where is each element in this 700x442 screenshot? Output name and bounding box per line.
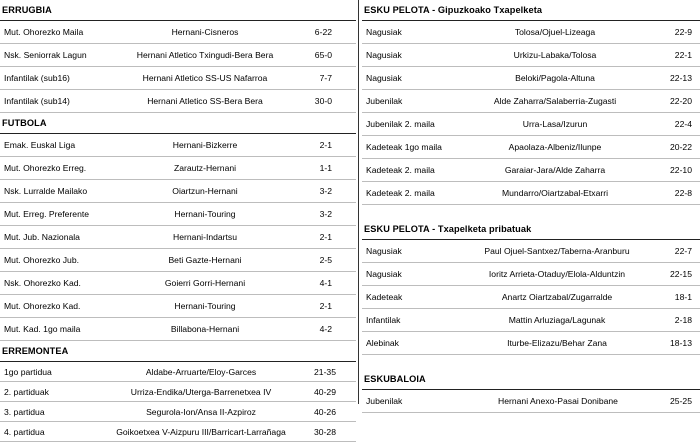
- category-label: Infantilak: [366, 315, 401, 325]
- match-score: 21-35: [314, 367, 336, 377]
- match-teams: Hernani Anexo-Pasai Donibane: [498, 396, 618, 406]
- section-erremontea: [0, 341, 356, 442]
- result-row: [362, 159, 700, 182]
- match-teams: Goierri Gorri-Hernani: [164, 278, 246, 288]
- result-row: [362, 182, 700, 205]
- result-row: [0, 67, 356, 90]
- match-teams: Iturbe-Elizazu/Behar Zana: [507, 338, 607, 348]
- category-label: Mut. Ohorezko Erreg.: [4, 163, 87, 173]
- category-label: Nagusiak: [366, 50, 402, 60]
- match-score: 2-1: [319, 232, 332, 242]
- match-score: 22-13: [670, 73, 692, 83]
- result-row: [362, 390, 700, 413]
- match-teams: Oiartzun-Hernani: [172, 186, 238, 196]
- result-row: [362, 309, 700, 332]
- category-label: Nagusiak: [366, 27, 402, 37]
- result-row: [0, 157, 356, 180]
- match-teams: Garaiar-Jara/Alde Zaharra: [504, 165, 606, 175]
- match-teams: Tolosa/Ojuel-Lizeaga: [514, 27, 596, 37]
- match-score: 22-15: [670, 269, 692, 279]
- match-score: 4-2: [319, 324, 332, 334]
- category-label: Jubenilak 2. maila: [366, 119, 435, 129]
- match-score: 18-1: [674, 292, 692, 302]
- match-score: 3-2: [319, 209, 332, 219]
- match-teams: Hernani-Cisneros: [171, 27, 239, 37]
- match-teams: Goikoetxea V-Aizpuru III/Barricart-Larrañaga: [116, 427, 286, 437]
- result-row: [0, 21, 356, 44]
- match-score: 25-25: [670, 396, 692, 406]
- match-teams: Mattin Arluziaga/Lagunak: [508, 315, 606, 325]
- result-row: [362, 286, 700, 309]
- category-label: Infantilak (sub16): [4, 73, 70, 83]
- category-label: Mut. Ohorezko Kad.: [4, 301, 81, 311]
- match-teams: Anartz Oiartzabal/Zugarralde: [501, 292, 613, 302]
- match-score: 40-26: [314, 407, 336, 417]
- match-score: 6-22: [314, 27, 332, 37]
- category-label: Nsk. Seniorrak Lagun: [4, 50, 87, 60]
- result-row: [362, 263, 700, 286]
- match-score: 3-2: [319, 186, 332, 196]
- category-label: Kadeteak: [366, 292, 403, 302]
- match-score: 22-20: [670, 96, 692, 106]
- match-teams: Hernani-Bizkerre: [172, 140, 238, 150]
- row-divider: [362, 204, 700, 205]
- category-label: Nagusiak: [366, 269, 402, 279]
- category-label: Kadeteak 1go maila: [366, 142, 442, 152]
- result-row: [0, 134, 356, 157]
- match-teams: Zarautz-Hernani: [173, 163, 237, 173]
- category-label: 3. partidua: [4, 407, 45, 417]
- result-row: [0, 362, 356, 382]
- section-title: FUTBOLA: [2, 118, 47, 128]
- category-label: 1go partidua: [4, 367, 52, 377]
- result-row: [362, 136, 700, 159]
- match-teams: Alde Zaharra/Salaberria-Zugasti: [493, 96, 617, 106]
- section-eskubaloia: [362, 369, 700, 413]
- category-label: Mut. Erreg. Preferente: [4, 209, 90, 219]
- result-row: [0, 422, 356, 442]
- category-label: Nsk. Lurralde Mailako: [4, 186, 88, 196]
- section-title: ESKUBALOIA: [364, 374, 426, 384]
- match-teams: Hernani-Indartsu: [172, 232, 237, 242]
- category-label: Jubenilak: [366, 96, 403, 106]
- category-label: Nagusiak: [366, 246, 402, 256]
- match-teams: Hernani-Touring: [174, 301, 236, 311]
- match-score: 30-0: [314, 96, 332, 106]
- result-row: [362, 21, 700, 44]
- match-score: 4-1: [319, 278, 332, 288]
- right-column: [362, 0, 700, 413]
- category-label: Kadeteak 2. maila: [366, 188, 435, 198]
- category-label: Mut. Ohorezko Maila: [4, 27, 84, 37]
- match-score: 30-28: [314, 427, 336, 437]
- match-teams: Billabona-Hernani: [170, 324, 240, 334]
- result-row: [362, 67, 700, 90]
- match-score: 22-7: [674, 246, 692, 256]
- match-score: 40-29: [314, 387, 336, 397]
- result-row: [0, 44, 356, 67]
- section-title: ESKU PELOTA - Txapelketa pribatuak: [364, 224, 532, 234]
- section-esku-pelota-pribatuak: [362, 219, 700, 355]
- column-divider: [358, 0, 359, 404]
- match-teams: Hernani Atletico Txingudi-Bera Bera: [136, 50, 274, 60]
- match-score: 22-4: [674, 119, 692, 129]
- match-teams: Aldabe-Arruarte/Eloy-Garces: [145, 367, 257, 377]
- match-score: 2-1: [319, 301, 332, 311]
- category-label: 4. partidua: [4, 427, 45, 437]
- section-title: ESKU PELOTA - Gipuzkoako Txapelketa: [364, 5, 543, 15]
- result-row: [0, 402, 356, 422]
- match-score: 22-9: [674, 27, 692, 37]
- match-score: 2-5: [319, 255, 332, 265]
- match-teams: Hernani Atletico SS-US Nafarroa: [142, 73, 268, 83]
- match-teams: Urkizu-Labaka/Tolosa: [513, 50, 597, 60]
- match-score: 22-8: [674, 188, 692, 198]
- result-row: [0, 180, 356, 203]
- category-label: Nsk. Ohorezko Kad.: [4, 278, 81, 288]
- match-score: 20-22: [670, 142, 692, 152]
- match-teams: Ioritz Arrieta-Otaduy/Elola-Alduntzin: [488, 269, 626, 279]
- section-errugbia: [0, 0, 356, 113]
- match-score: 1-1: [319, 163, 332, 173]
- section-title: ERRUGBIA: [2, 5, 52, 15]
- result-row: [362, 90, 700, 113]
- section-futbola: [0, 113, 356, 341]
- match-score: 65-0: [314, 50, 332, 60]
- category-label: Infantilak (sub14): [4, 96, 70, 106]
- match-teams: Urriza-Endika/Uterga-Barrenetxea IV: [130, 387, 272, 397]
- match-teams: Beti Gazte-Hernani: [168, 255, 242, 265]
- match-score: 2-1: [319, 140, 332, 150]
- row-divider: [362, 412, 700, 413]
- row-divider: [362, 354, 700, 355]
- category-label: Emak. Euskal Liga: [4, 140, 76, 150]
- result-row: [0, 203, 356, 226]
- result-row: [0, 226, 356, 249]
- match-score: 22-10: [670, 165, 692, 175]
- match-score: 22-1: [674, 50, 692, 60]
- category-label: Mut. Ohorezko Jub.: [4, 255, 79, 265]
- result-row: [362, 113, 700, 136]
- match-teams: Mundarro/Oiartzabal-Etxarri: [501, 188, 609, 198]
- result-row: [0, 90, 356, 113]
- result-row: [0, 295, 356, 318]
- match-teams: Beloki/Pagola-Altuna: [515, 73, 595, 83]
- match-score: 18-13: [670, 338, 692, 348]
- match-teams: Hernani Atletico SS-Bera Bera: [147, 96, 263, 106]
- result-row: [362, 332, 700, 355]
- result-row: [0, 272, 356, 295]
- match-teams: Paul Ojuel-Santxez/Taberna-Aranburu: [484, 246, 630, 256]
- result-row: [0, 318, 356, 341]
- section-esku-pelota-gipuzkoako: [362, 0, 700, 205]
- result-row: [0, 249, 356, 272]
- match-teams: Segurola-Ion/Ansa II-Azpiroz: [146, 407, 256, 417]
- category-label: 2. partiduak: [4, 387, 49, 397]
- category-label: Alebinak: [366, 338, 399, 348]
- category-label: Jubenilak: [366, 396, 403, 406]
- match-score: 2-18: [674, 315, 692, 325]
- result-row: [362, 44, 700, 67]
- result-row: [0, 382, 356, 402]
- category-label: Mut. Kad. 1go maila: [4, 324, 81, 334]
- category-label: Nagusiak: [366, 73, 402, 83]
- category-label: Mut. Jub. Nazionala: [4, 232, 80, 242]
- section-title: ERREMONTEA: [2, 346, 69, 356]
- match-teams: Apaolaza-Albeniz/Ilunpe: [508, 142, 602, 152]
- match-score: 7-7: [319, 73, 332, 83]
- match-teams: Hernani-Touring: [174, 209, 236, 219]
- match-teams: Urra-Lasa/Izurun: [522, 119, 588, 129]
- result-row: [362, 240, 700, 263]
- category-label: Kadeteak 2. maila: [366, 165, 435, 175]
